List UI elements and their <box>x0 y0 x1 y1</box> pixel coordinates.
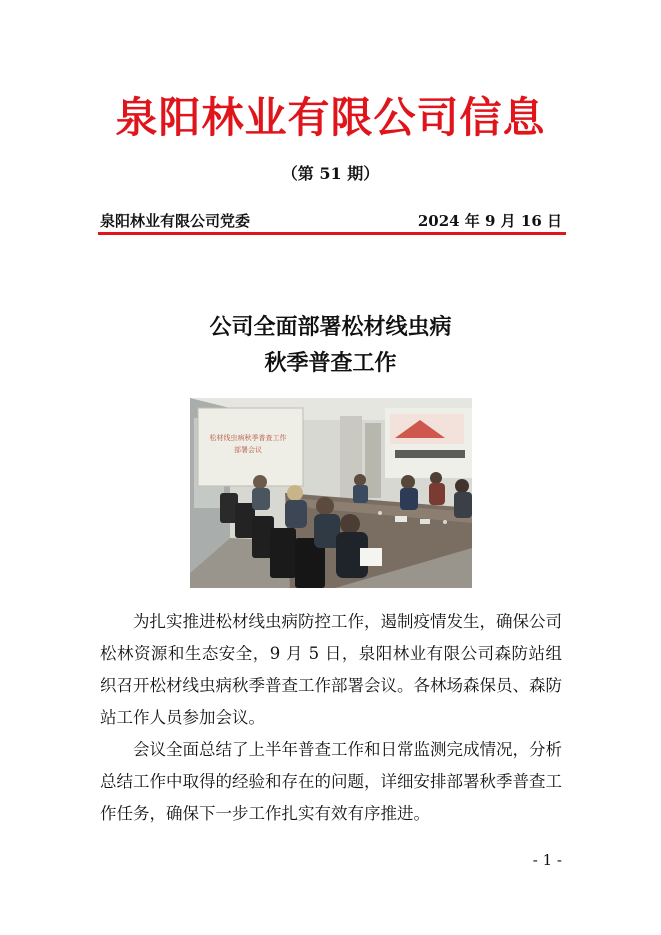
article-paragraph-2: 会议全面总结了上半年普查工作和日常监测完成情况，分析总结工作中取得的经验和存在的问题，详细安排部署秋季普查工作任务，确保下一步工作扎实有效有序推进。 <box>100 740 562 823</box>
article-body <box>100 606 562 830</box>
article-title-line-2: 秋季普查工作 <box>264 351 397 376</box>
header-divider <box>98 232 566 235</box>
meta-row <box>100 210 562 232</box>
publisher: 泉阳林业有限公司党委 <box>100 212 251 230</box>
publish-date: 2024 年 9 月 16 日 <box>417 212 562 230</box>
projection-text-1: 松材线虫病秋季普查工作 <box>209 434 287 442</box>
article-paragraph-1: 为扎实推进松材线虫病防控工作，遏制疫情发生，确保公司松林资源和生态安全，9 月 5 日，泉阳林业有限公司森防站组织召开松材线虫病秋季普查工作部署会议。各林场森保员、森防站工作人员参加会议。 <box>100 612 562 727</box>
article-title-line-1: 公司全面部署松材线虫病 <box>209 315 452 340</box>
projection-text-2: 部署会议 <box>234 446 262 454</box>
meeting-photo-illustration <box>190 398 472 588</box>
page-number: - 1 - <box>532 851 562 869</box>
issue-number: （第 51 期） <box>281 164 380 183</box>
meeting-photo <box>190 398 472 588</box>
masthead-title: 泉阳林业有限公司信息 <box>115 93 546 142</box>
article-title <box>0 310 661 382</box>
